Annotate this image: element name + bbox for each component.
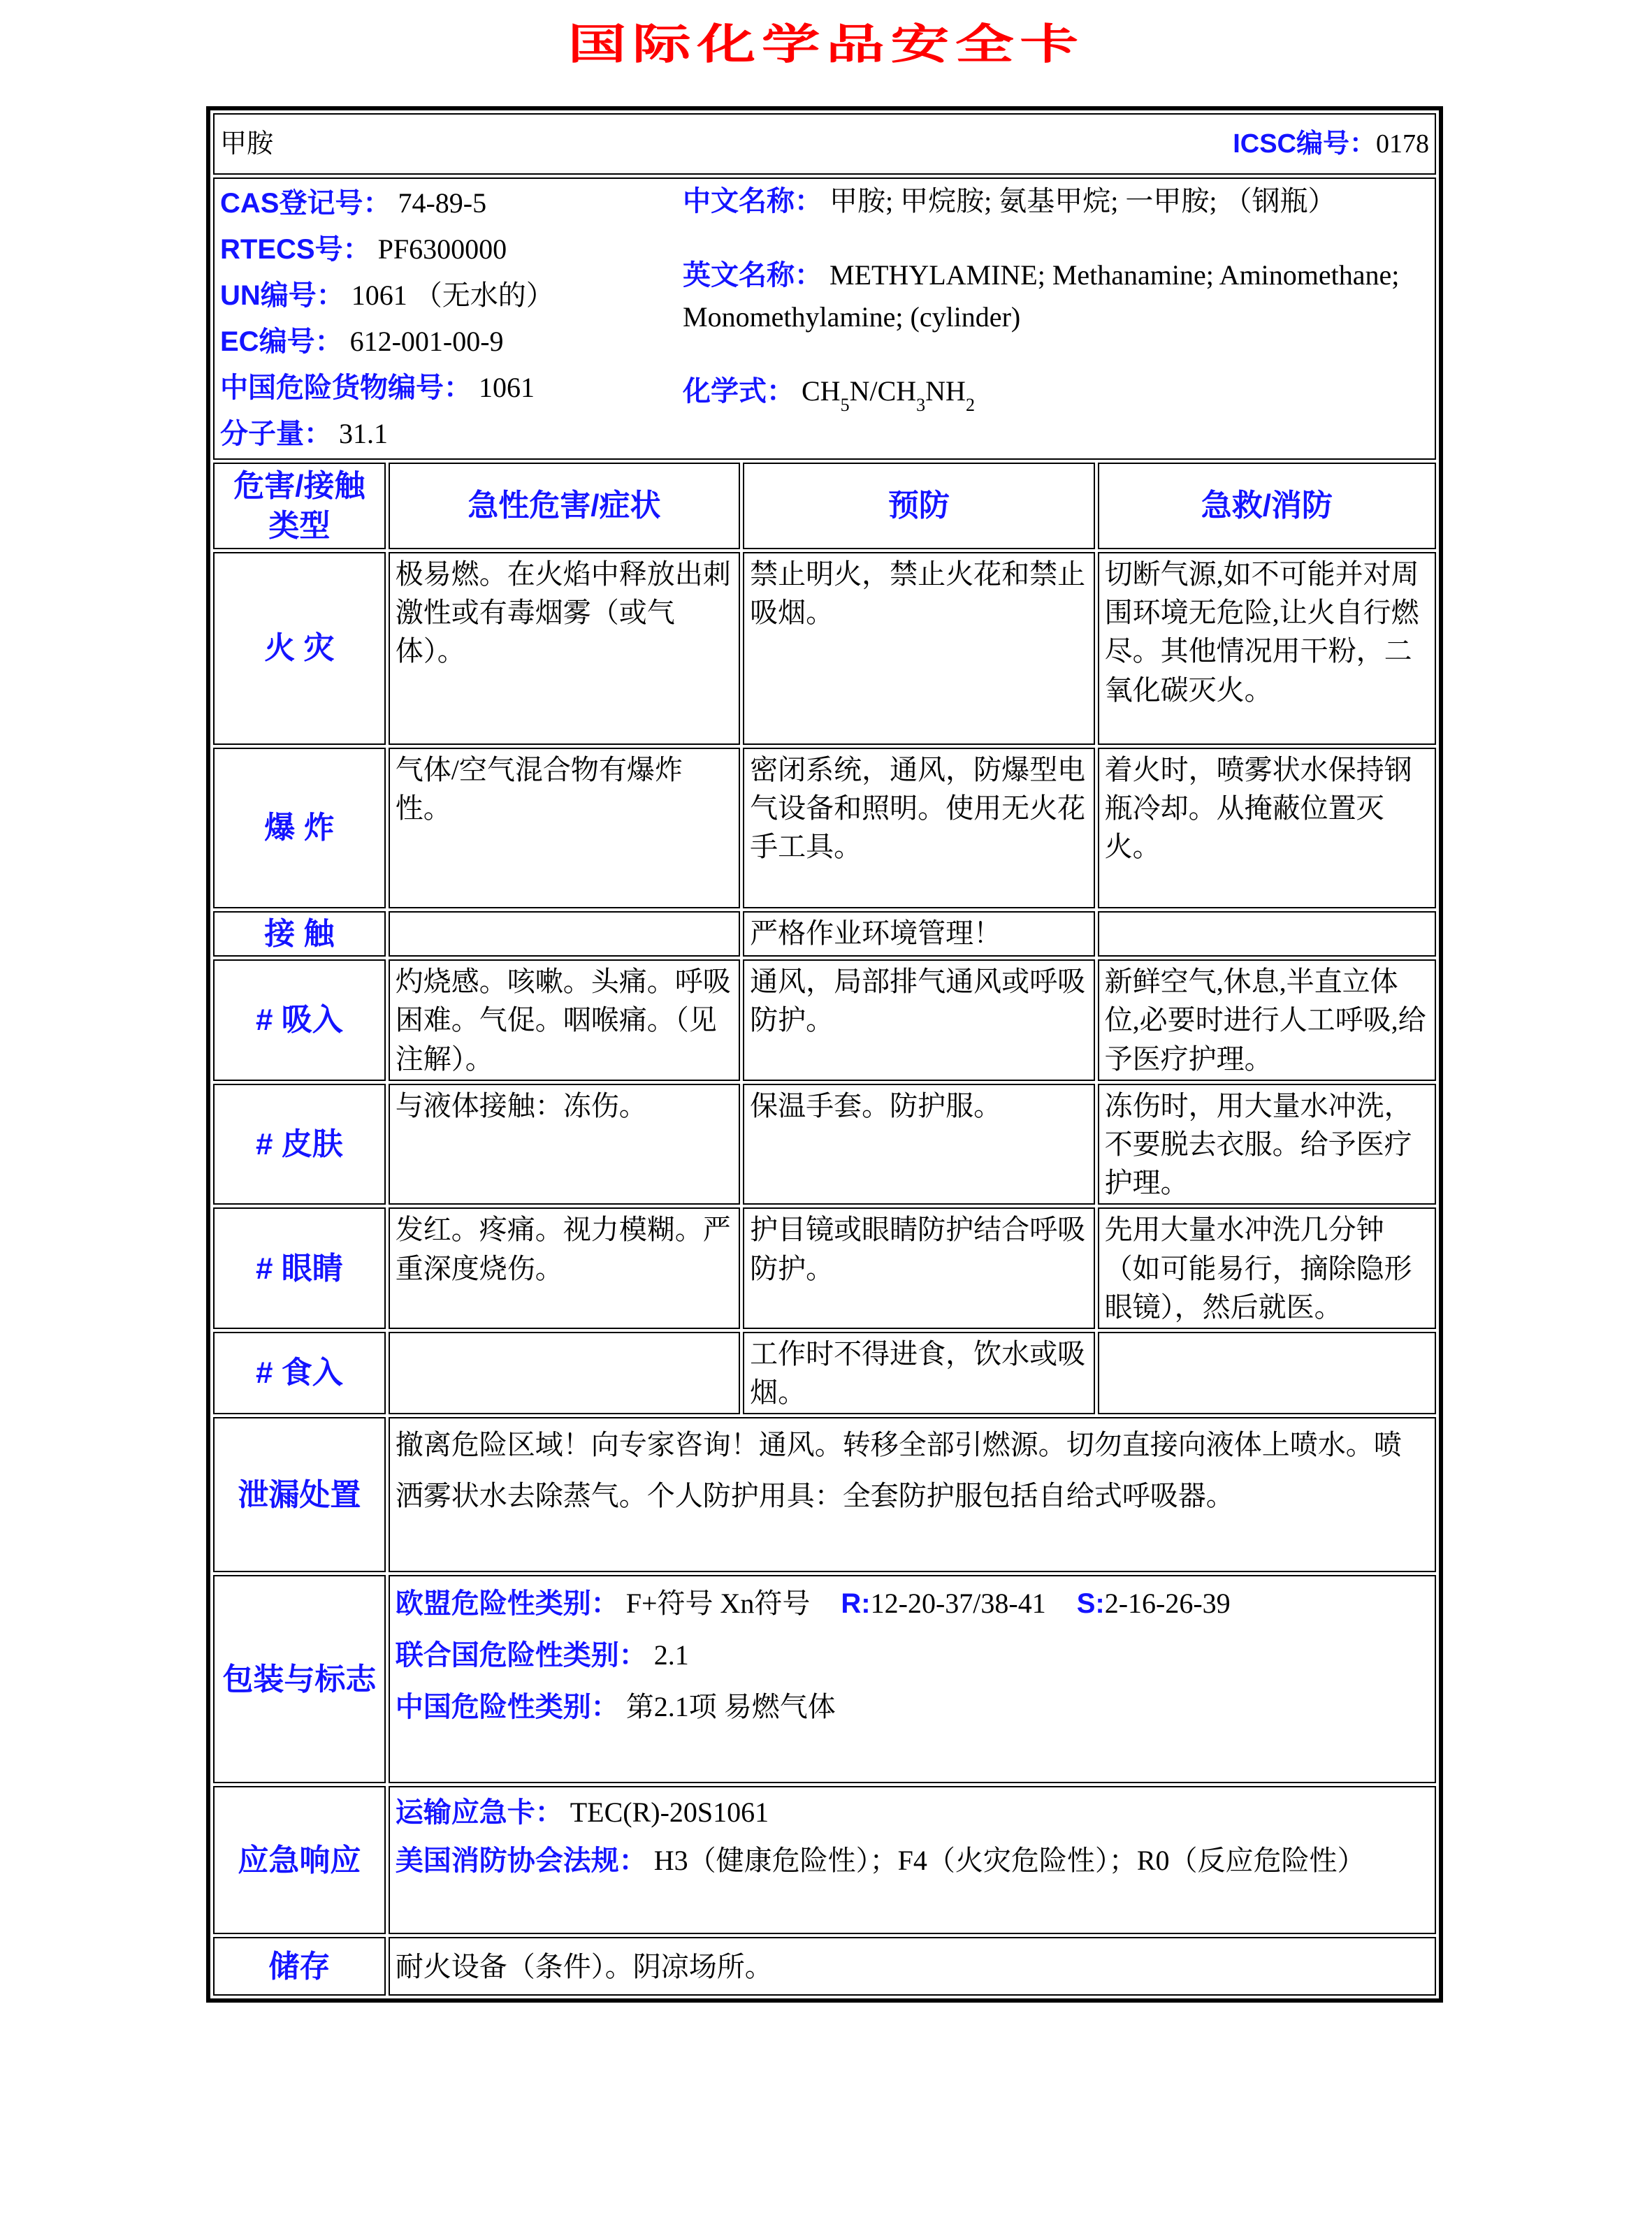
header-prevention: 预防 xyxy=(743,463,1094,549)
chemical-name: 甲胺 xyxy=(220,129,274,159)
table-row-storage xyxy=(213,1937,1436,1996)
un-line: UN编号： 1061 （无水的） xyxy=(220,280,554,311)
hazard-header-row xyxy=(213,463,1436,549)
exposure-prevention: 严格作业环境管理！ xyxy=(743,911,1094,957)
formula-line: 化学式： $CH_5N/CH_3NH_2$ xyxy=(683,375,975,415)
table-row-ingestion xyxy=(213,1332,1436,1414)
identifiers-block xyxy=(220,180,667,457)
table-row-packaging xyxy=(213,1575,1436,1783)
emergency-cell xyxy=(389,1786,1436,1934)
page-title: 国际化学品安全卡 xyxy=(567,20,1085,69)
row-label-packaging: 包装与标志 xyxy=(213,1575,386,1783)
header-firstaid: 急救/消防 xyxy=(1098,463,1436,549)
exposure-symptoms xyxy=(389,911,740,957)
row-label-skin: # 皮肤 xyxy=(213,1084,386,1205)
en-name-line: 英文名称： METHYLAMINE; Methanamine; Aminomethane; Monomethylamine; (cylinder) xyxy=(683,259,1400,333)
cas-line: CAS登记号： 74-89-5 xyxy=(220,187,487,219)
icsc-label: ICSC编号： xyxy=(1233,129,1376,159)
eyes-prevention: 护目镜或眼睛防护结合呼吸防护。 xyxy=(743,1207,1094,1329)
fire-response: 切断气源,如不可能并对周围环境无危险,让火自行燃尽。其他情况用干粉，二氧化碳灭火。 xyxy=(1098,552,1436,745)
icsc-number xyxy=(1233,126,1429,162)
name-cell xyxy=(213,113,1436,175)
header-hazard-type: 危害/接触类型 xyxy=(213,463,386,549)
explosion-symptoms: 气体/空气混合物有爆炸性。 xyxy=(389,748,740,908)
safety-card-table xyxy=(206,106,1443,2003)
skin-symptoms: 与液体接触：冻伤。 xyxy=(389,1084,740,1205)
cn-class-line: 中国危险性类别： 第2.1项 易燃气体 xyxy=(395,1691,836,1723)
eu-class-line: 欧盟危险性类别： F+符号 Xn符号 R:12-20-37/38-41 S:2-16-26-39 xyxy=(395,1588,1231,1620)
row-label-ingestion: # 食入 xyxy=(213,1332,386,1414)
ec-line: EC编号： 612-001-00-9 xyxy=(220,326,504,357)
skin-prevention: 保温手套。防护服。 xyxy=(743,1084,1094,1205)
fire-prevention: 禁止明火，禁止火花和禁止吸烟。 xyxy=(743,552,1094,745)
inhalation-symptoms: 灼烧感。咳嗽。头痛。呼吸困难。气促。咽喉痛。（见注解）。 xyxy=(389,959,740,1081)
row-label-fire: 火 灾 xyxy=(213,552,386,745)
nfpa-line: 美国消防协会法规： H3（健康危险性）；F4（火灾危险性）；R0（反应危险性） xyxy=(395,1845,1365,1877)
mw-line: 分子量： 31.1 xyxy=(220,418,388,449)
names-block xyxy=(667,180,1429,457)
skin-response: 冻伤时，用大量水冲洗，不要脱去衣服。给予医疗护理。 xyxy=(1098,1084,1436,1205)
explosion-prevention: 密闭系统，通风，防爆型电气设备和照明。使用无火花手工具。 xyxy=(743,748,1094,908)
table-row-explosion xyxy=(213,748,1436,908)
explosion-response: 着火时，喷雾状水保持钢瓶冷却。从掩蔽位置灭火。 xyxy=(1098,748,1436,908)
ingestion-response xyxy=(1098,1332,1436,1414)
inhalation-response: 新鲜空气,休息,半直立体位,必要时进行人工呼吸,给予医疗护理。 xyxy=(1098,959,1436,1081)
page-header xyxy=(0,11,1652,71)
table-row-exposure xyxy=(213,911,1436,957)
info-cell xyxy=(213,177,1436,460)
name-row xyxy=(213,113,1436,175)
row-label-emergency: 应急响应 xyxy=(213,1786,386,1934)
chemical-formula: $CH_5N/CH_3NH_2$ xyxy=(802,375,975,415)
rtecs-line: RTECS号： PF6300000 xyxy=(220,233,507,265)
spill-text: 撤离危险区域！向专家咨询！通风。转移全部引燃源。切勿直接向液体上喷水。喷洒雾状水去除蒸气。个人防护用具：全套防护服包括自给式呼吸器。 xyxy=(389,1417,1436,1572)
eyes-symptoms: 发红。疼痛。视力模糊。严重深度烧伤。 xyxy=(389,1207,740,1329)
row-label-inhalation: # 吸入 xyxy=(213,959,386,1081)
row-label-eyes: # 眼睛 xyxy=(213,1207,386,1329)
row-label-storage: 储存 xyxy=(213,1937,386,1996)
row-label-exposure: 接 触 xyxy=(213,911,386,957)
packaging-cell xyxy=(389,1575,1436,1783)
table-row-fire xyxy=(213,552,1436,745)
info-row xyxy=(213,177,1436,460)
inhalation-prevention: 通风，局部排气通风或呼吸防护。 xyxy=(743,959,1094,1081)
storage-text: 耐火设备（条件）。阴凉场所。 xyxy=(389,1937,1436,1996)
ingestion-symptoms xyxy=(389,1332,740,1414)
ingestion-prevention: 工作时不得进食，饮水或吸烟。 xyxy=(743,1332,1094,1414)
tec-line: 运输应急卡： TEC(R)-20S1061 xyxy=(395,1796,769,1829)
table-row-emergency xyxy=(213,1786,1436,1934)
table-row-inhalation xyxy=(213,959,1436,1081)
table-row-spill xyxy=(213,1417,1436,1572)
un-class-line: 联合国危险性类别： 2.1 xyxy=(395,1639,689,1671)
icsc-value: 0178 xyxy=(1376,129,1429,159)
table-row-skin xyxy=(213,1084,1436,1205)
zh-name-line: 中文名称： 甲胺; 甲烷胺; 氨基甲烷; 一甲胺; （钢瓶） xyxy=(683,185,1336,217)
table-row-eyes xyxy=(213,1207,1436,1329)
row-label-spill: 泄漏处置 xyxy=(213,1417,386,1572)
cn-dg-line: 中国危险货物编号： 1061 xyxy=(220,372,535,403)
fire-symptoms: 极易燃。在火焰中释放出刺激性或有毒烟雾（或气体）。 xyxy=(389,552,740,745)
exposure-response xyxy=(1098,911,1436,957)
eyes-response: 先用大量水冲洗几分钟（如可能易行，摘除隐形眼镜），然后就医。 xyxy=(1098,1207,1436,1329)
row-label-explosion: 爆 炸 xyxy=(213,748,386,908)
header-symptoms: 急性危害/症状 xyxy=(389,463,740,549)
